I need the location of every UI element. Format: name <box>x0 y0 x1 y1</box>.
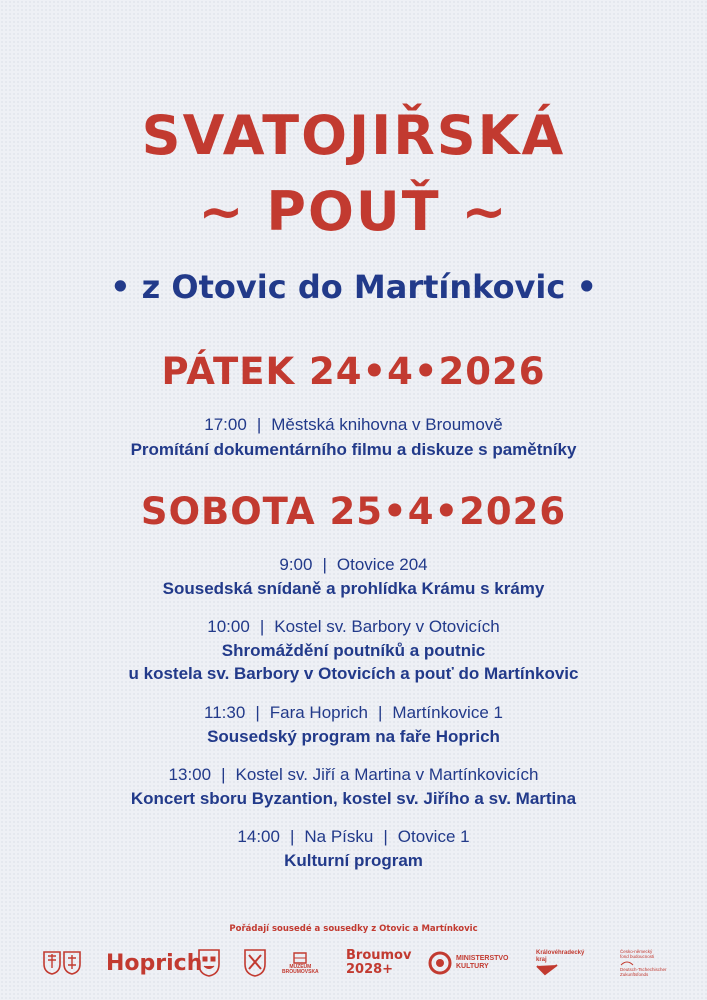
otovice-coat-of-arms-icon <box>42 945 82 981</box>
broumov-year: 2028+ <box>346 962 394 977</box>
fond-label-2: fond budoucnosti <box>620 954 655 959</box>
kraj-icon <box>536 964 558 976</box>
event-time: 14:00 <box>237 827 280 846</box>
event-time: 13:00 <box>168 765 212 784</box>
event-title: Koncert sboru Byzantion, kostel sv. Jiřího a sv. Martina <box>130 789 577 808</box>
event-location: Otovice 204 <box>336 555 428 574</box>
martinkovice-coat-of-arms-icon <box>198 945 220 981</box>
title-line-2: ~ POUŤ ~ <box>198 180 509 243</box>
muzeum-label-1: MUZEUM <box>289 964 312 970</box>
kralovehradecky-kraj-logo <box>536 945 584 981</box>
event-title: Sousedská snídaně a prohlídka Krámu s krámy <box>162 579 545 598</box>
event-time: 17:00 <box>204 415 247 434</box>
event-location-2: Martínkovice 1 <box>392 703 503 722</box>
broumov-2028-logo <box>346 945 411 981</box>
separator: | <box>259 617 265 636</box>
event-info <box>0 415 707 435</box>
separator: | <box>322 555 327 574</box>
separator: | <box>383 827 388 846</box>
fond-label-4: Zukunftsfonds <box>620 972 649 977</box>
event-title: Sousedský program na faře Hoprich <box>207 727 500 746</box>
separator: | <box>378 703 383 722</box>
event-info <box>0 555 707 575</box>
muzeum-label-2: BROUMOVSKA <box>282 969 319 975</box>
organizers-line: Pořádají sousedé a sousedky z Otovic a Martínkovic <box>229 924 478 934</box>
ministerstvo-label-1: MINISTERSTVO <box>456 955 509 962</box>
event-time: 9:00 <box>279 555 313 574</box>
event-location: Fara Hoprich <box>269 703 368 722</box>
separator: | <box>221 765 226 784</box>
event-location-2: Otovice 1 <box>397 827 470 846</box>
fond-icon <box>620 959 634 967</box>
event-info <box>0 827 707 847</box>
separator: | <box>289 827 295 846</box>
ministerstvo-label-2: KULTURY <box>456 963 489 970</box>
muzeum-broumovska-logo <box>282 945 319 981</box>
day-heading-friday: PÁTEK 24•4•2026 <box>161 350 546 393</box>
fond-label-1: Česko-německý <box>620 949 653 954</box>
event-info <box>0 703 707 723</box>
event-time: 11:30 <box>204 703 246 722</box>
broumov-coat-of-arms-icon <box>244 945 266 981</box>
subtitle: • z Otovic do Martínkovic • <box>110 268 597 306</box>
day-heading-saturday: SOBOTA 25•4•2026 <box>140 490 567 533</box>
event-location: Na Písku <box>304 827 374 846</box>
title-line-1: SVATOJIŘSKÁ <box>141 104 566 167</box>
event-location: Městská knihovna v Broumově <box>271 415 503 434</box>
event-title-line-2: u kostela sv. Barbory v Otovicích a pouť do Martínkovic <box>128 664 579 683</box>
hoprich-logo: Hoprich <box>106 950 203 976</box>
kraj-label-1: Královéhradecký <box>536 950 585 956</box>
ministerstvo-icon <box>428 951 452 975</box>
kraj-label-2: kraj <box>536 957 547 963</box>
fond-label-3: Deutsch-Tschechischer <box>620 967 667 972</box>
event-info <box>0 617 707 637</box>
event-time: 10:00 <box>207 617 250 636</box>
zukunftsfonds-logo <box>620 945 667 981</box>
separator: | <box>255 703 260 722</box>
event-location: Kostel sv. Barbory v Otovicích <box>274 617 500 636</box>
museum-icon <box>292 951 308 965</box>
separator: | <box>256 415 262 434</box>
event-title: Promítání dokumentárního filmu a diskuze s pamětníky <box>130 440 577 459</box>
event-info <box>0 765 707 785</box>
ministerstvo-kultury-logo <box>428 945 509 981</box>
broumov-label: Broumov <box>346 948 412 963</box>
event-title: Shromáždění poutníků a poutnic <box>221 641 486 660</box>
event-location: Kostel sv. Jiří a Martina v Martínkovicích <box>235 765 539 784</box>
event-title: Kulturní program <box>284 851 423 870</box>
logo-bar <box>40 945 680 981</box>
